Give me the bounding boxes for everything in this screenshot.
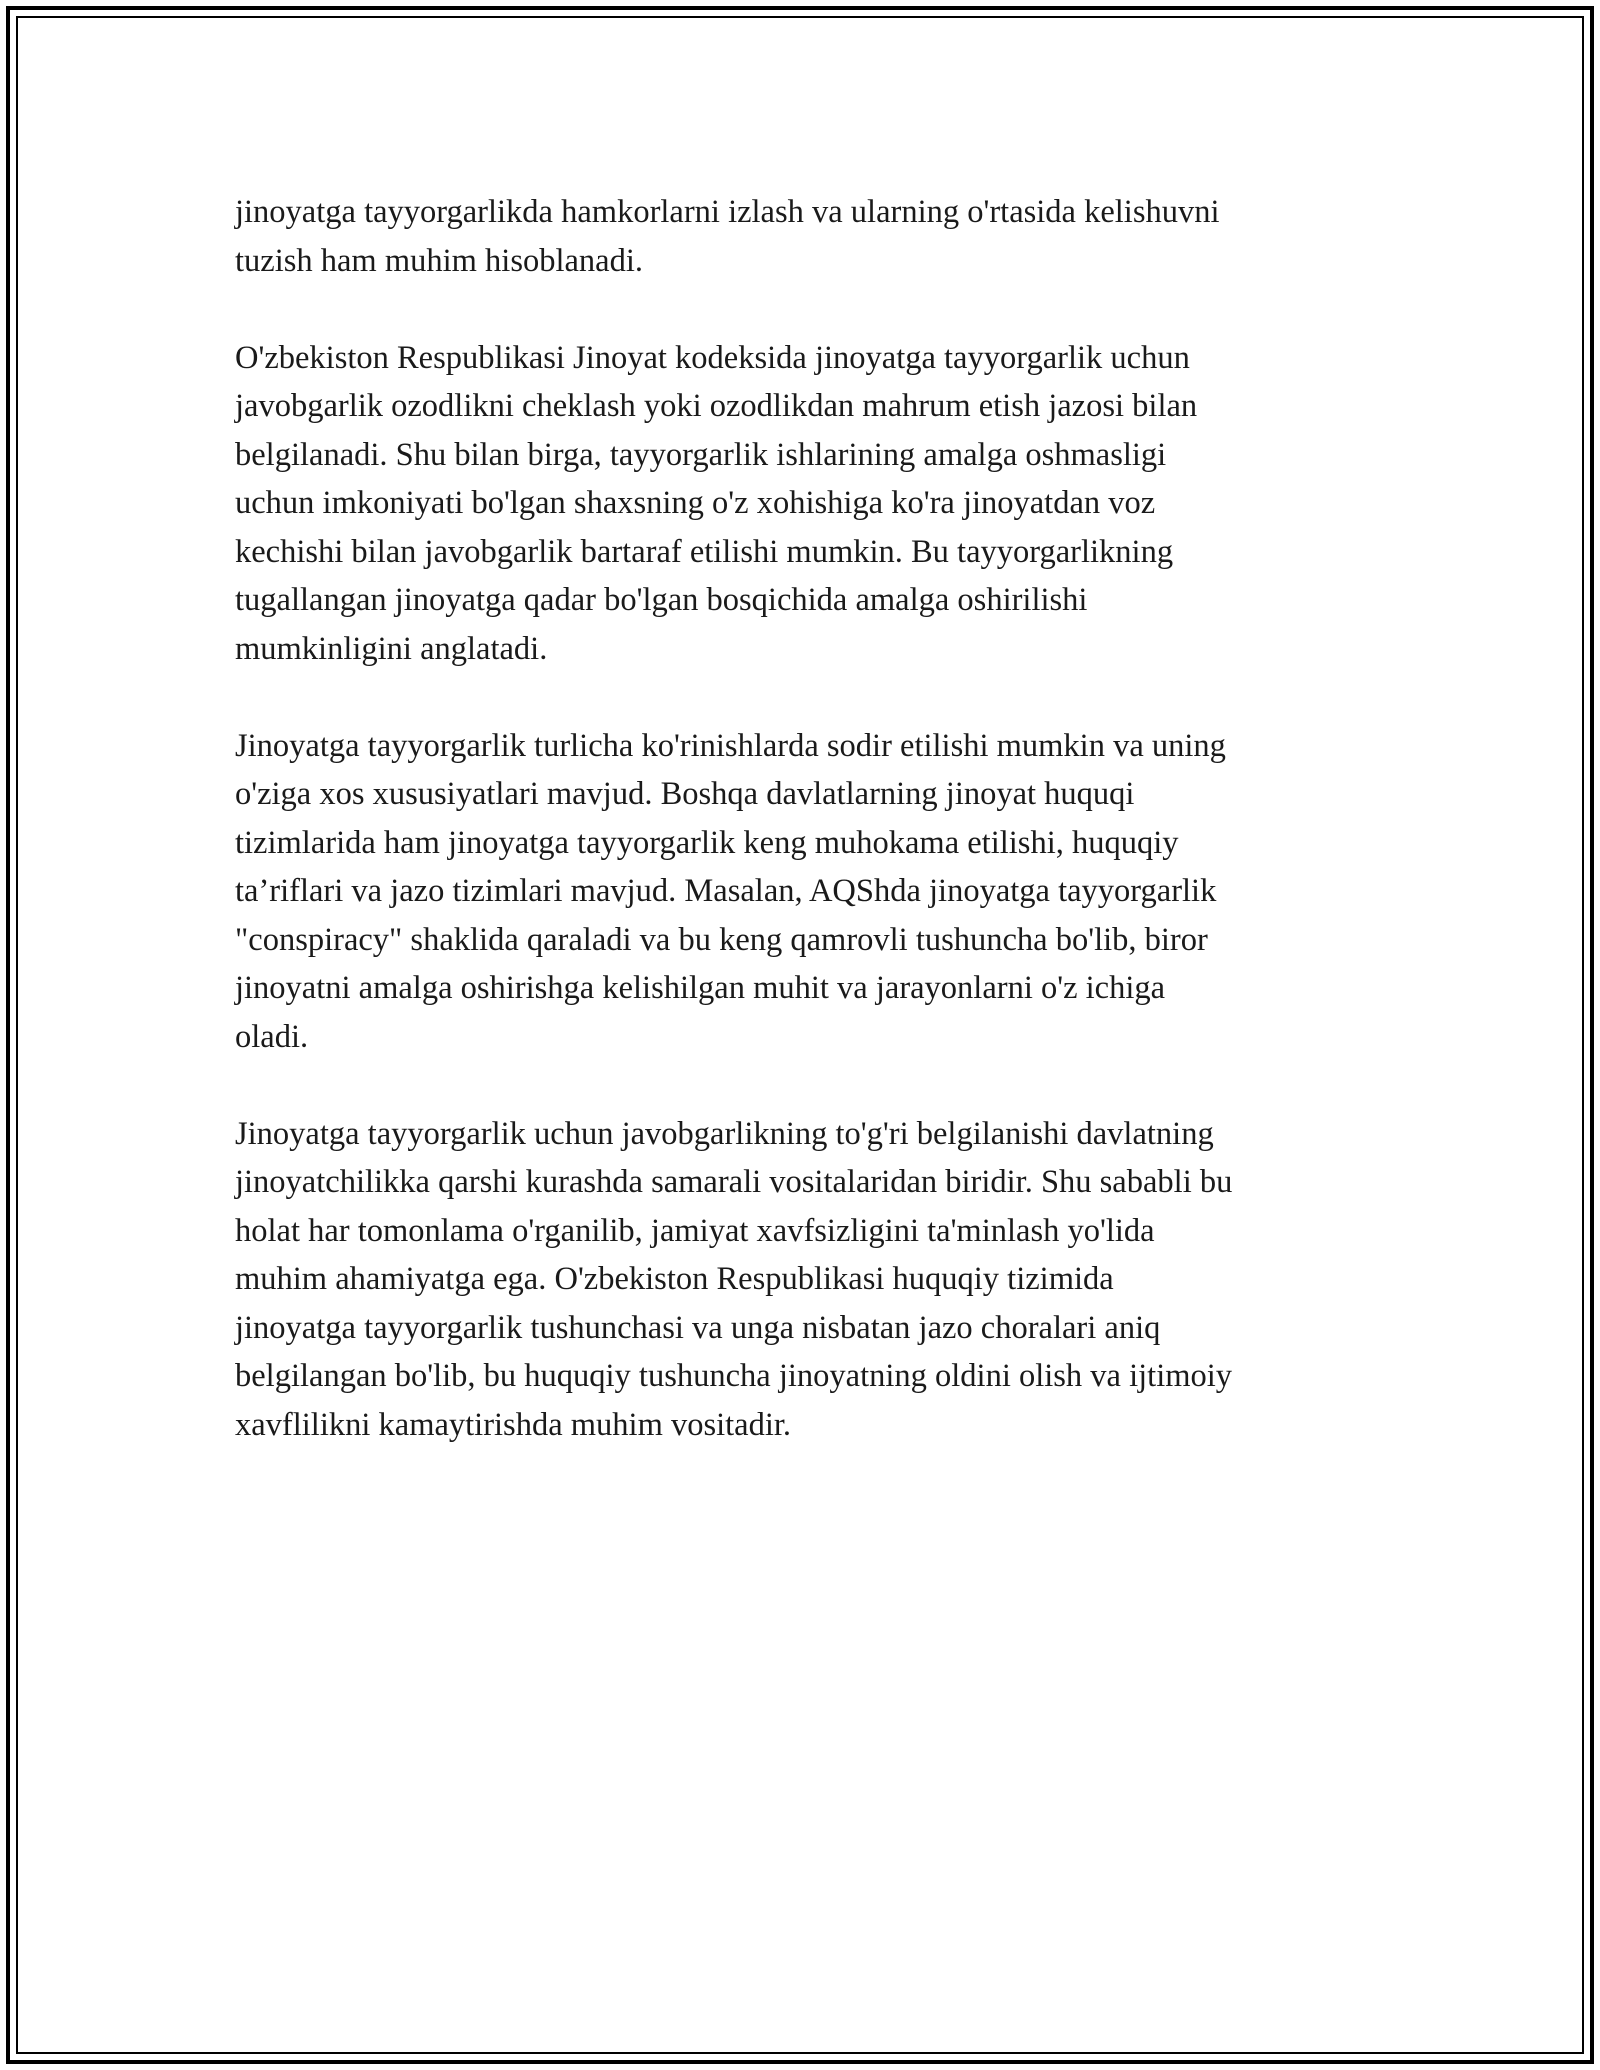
text-line: oladi.: [235, 1018, 309, 1055]
paragraph-2: [235, 334, 1385, 674]
text-line: belgilangan bo'lib, bu huquqiy tushuncha jinoyatning oldini olish va ijtimoiy: [235, 1358, 1233, 1394]
text-line: muhim ahamiyatga ega. O'zbekiston Respublikasi huquqiy tizimida: [235, 1261, 1114, 1297]
text-line: javobgarlik ozodlikni cheklash yoki ozodlikdan mahrum etish jazosi bilan: [235, 388, 1198, 424]
text-line: tizimlarida ham jinoyatga tayyorgarlik keng muhokama etilishi, huquqiy: [235, 824, 1179, 861]
text-line: jinoyatni amalga oshirishga kelishilgan muhit va jarayonlarni o'z ichiga: [235, 970, 1166, 1006]
paragraph-3: [235, 722, 1385, 1062]
text-line: tugallangan jinoyatga qadar bo'lgan bosqichida amalga oshirilishi: [235, 582, 1088, 618]
paragraph-1: [235, 188, 1385, 285]
text-line: O'zbekiston Respublikasi Jinoyat kodeksida jinoyatga tayyorgarlik uchun: [235, 339, 1190, 376]
text-line: jinoyatchilikka qarshi kurashda samarali vositalaridan biridir. Shu sababli bu: [235, 1164, 1233, 1200]
text-line: "conspiracy" shaklida qaraladi va bu keng qamrovli tushuncha bo'lib, biror: [235, 921, 1208, 958]
paragraph-4: [235, 1110, 1385, 1450]
text-line: o'ziga xos xususiyatlari mavjud. Boshqa davlatlarning jinoyat huquqi: [235, 776, 1135, 812]
text-line: Jinoyatga tayyorgarlik uchun javobgarlikning to'g'ri belgilanishi davlatning: [235, 1115, 1214, 1152]
text-line: tuzish ham muhim hisoblanadi.: [235, 242, 644, 279]
text-line: Jinoyatga tayyorgarlik turlicha ko'rinishlarda sodir etilishi mumkin va uning: [235, 727, 1226, 764]
text-line: xavflilikni kamaytirishda muhim vositadir.: [235, 1406, 792, 1443]
text-line: uchun imkoniyati bo'lgan shaxsning o'z xohishiga ko'ra jinoyatdan voz: [235, 485, 1156, 521]
text-line: belgilanadi. Shu bilan birga, tayyorgarlik ishlarining amalga oshmasligi: [235, 436, 1167, 473]
text-line: ta’riflari va jazo tizimlari mavjud. Masalan, AQShda jinoyatga tayyorgarlik: [235, 873, 1217, 909]
text-line: holat har tomonlama o'rganilib, jamiyat xavfsizligini ta'minlash yo'lida: [235, 1212, 1155, 1249]
text-line: kechishi bilan javobgarlik bartaraf etilishi mumkin. Bu tayyorgarlikning: [235, 533, 1174, 570]
text-line: jinoyatga tayyorgarlikda hamkorlarni izlash va ularning o'rtasida kelishuvni: [235, 194, 1220, 230]
text-line: jinoyatga tayyorgarlik tushunchasi va unga nisbatan jazo choralari aniq: [235, 1309, 1161, 1346]
text-line: mumkinligini anglatadi.: [235, 630, 548, 667]
document-body: [235, 188, 1385, 1498]
